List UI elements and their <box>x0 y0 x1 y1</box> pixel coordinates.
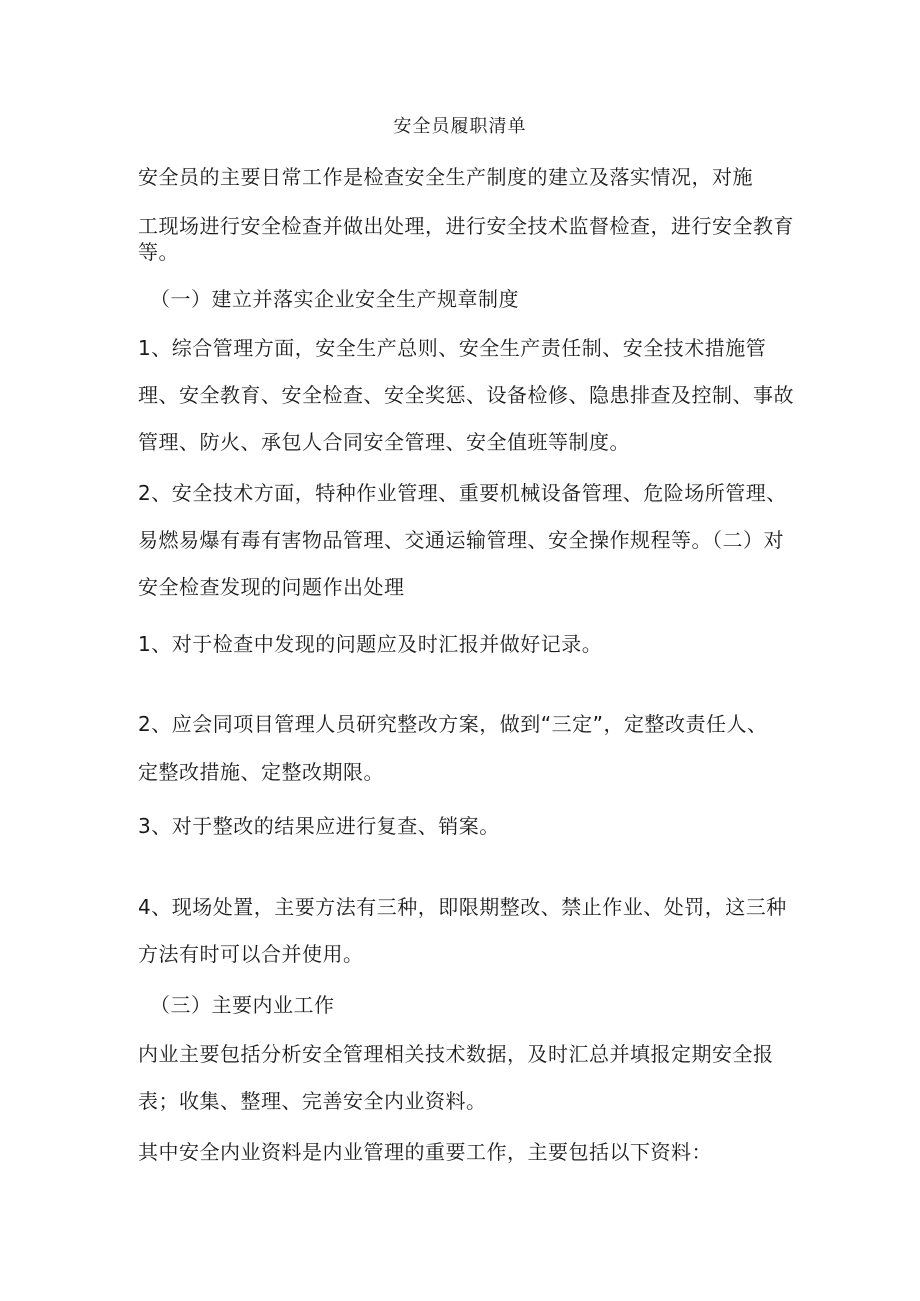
list-item-1-2: 理、安全教育、安全检查、安全奖惩、设备检修、隐患排查及控制、事故 <box>138 383 794 407</box>
list-item-1-3: 管理、防火、承包人合同安全管理、安全值班等制度。 <box>138 430 630 454</box>
paragraph-line-internal-3: 其中安全内业资料是内业管理的重要工作，主要包括以下资料： <box>138 1140 712 1164</box>
list-item-check-4a: 4、现场处置，主要方法有三种，即限期整改、禁止作业、处罚，这三种 <box>138 895 787 919</box>
document-title: 安全员履职清单 <box>393 116 527 137</box>
list-item-check-2a: 2、应会同项目管理人员研究整改方案，做到“三定”，定整改责任人、 <box>138 712 768 736</box>
paragraph-line-intro-2: 工现场进行安全检查并做出处理，进行安全技术监督检查，进行安全教育 <box>138 214 794 238</box>
list-item-2-1: 2、安全技术方面，特种作业管理、重要机械设备管理、危险场所管理、 <box>138 481 787 505</box>
paragraph-line-intro-3: 等。 <box>138 240 179 264</box>
list-item-2-2: 易燃易爆有毒有害物品管理、交通运输管理、安全操作规程等。（二）对 <box>138 528 784 552</box>
list-item-1-1: 1、综合管理方面，安全生产总则、安全生产责任制、安全技术措施管 <box>138 336 767 360</box>
list-item-check-1: 1、对于检查中发现的问题应及时汇报并做好记录。 <box>138 632 603 656</box>
paragraph-line-internal-2: 表；收集、整理、完善安全内业资料。 <box>138 1089 487 1113</box>
paragraph-line-intro-1: 安全员的主要日常工作是检查安全生产制度的建立及落实情况，对施 <box>138 165 753 189</box>
section-heading-3: （三）主要内业工作 <box>150 993 335 1017</box>
list-item-2-3: 安全检查发现的问题作出处理 <box>138 575 405 599</box>
list-item-check-3: 3、对于整改的结果应进行复查、销案。 <box>138 814 500 838</box>
list-item-check-4b: 方法有时可以合并使用。 <box>138 942 364 966</box>
list-item-check-2b: 定整改措施、定整改期限。 <box>138 760 384 784</box>
paragraph-line-internal-1: 内业主要包括分析安全管理相关技术数据，及时汇总并填报定期安全报 <box>138 1042 774 1066</box>
section-heading-1: （一）建立并落实企业安全生产规章制度 <box>150 287 519 311</box>
